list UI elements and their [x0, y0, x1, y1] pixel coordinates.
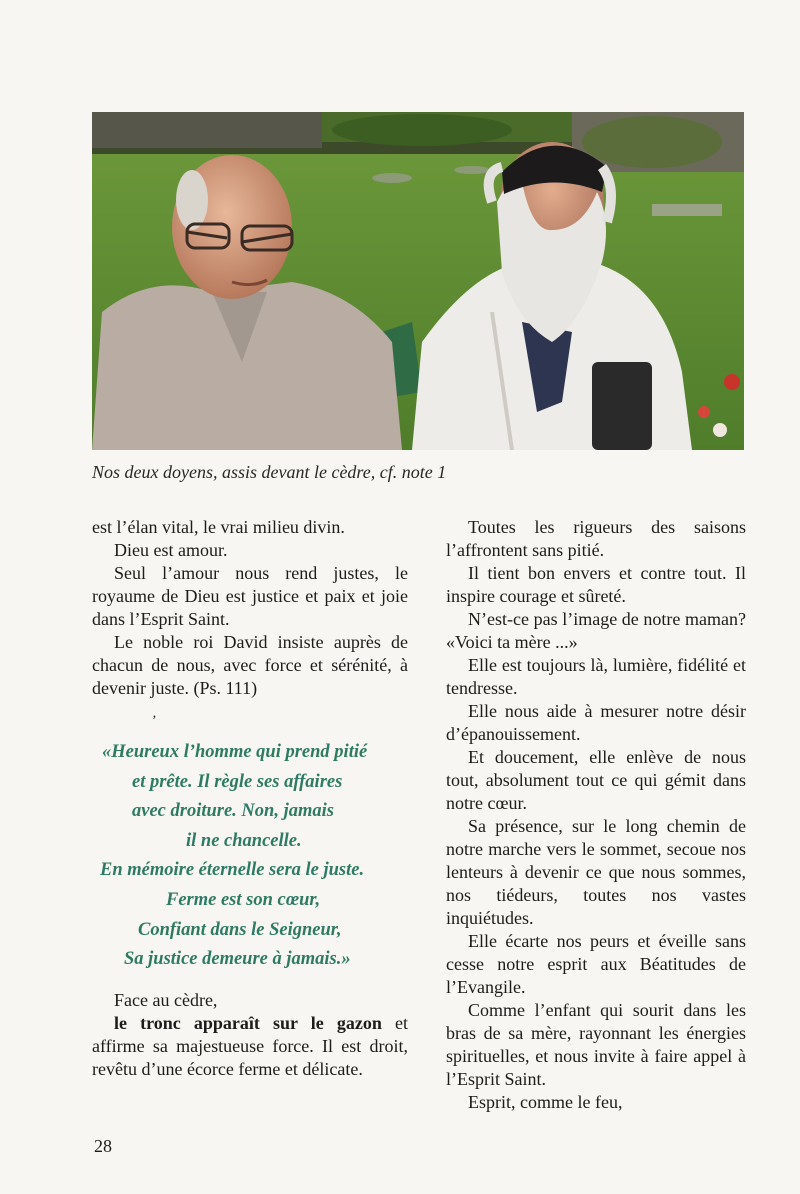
paragraph: Comme l’enfant qui sourit dans les bras de sa mère, rayonnant les énergies spirituelles, et nous invite à faire appel à l’Esprit Saint. — [446, 1000, 746, 1089]
page-number: 28 — [94, 1136, 112, 1156]
stray-mark: ‚ — [152, 706, 157, 721]
photo — [92, 112, 744, 450]
photo-two-elderly-men-garden — [92, 112, 744, 450]
left-column — [92, 516, 408, 1081]
verse-line: «Heureux l’homme qui prend pitié — [102, 742, 368, 762]
verse-line: avec droiture. Non, jamais — [132, 801, 334, 822]
verse-line: Confiant dans le Seigneur, — [138, 919, 342, 940]
verse-line: Sa justice demeure à jamais.» — [124, 949, 351, 970]
psalm-quote — [92, 738, 408, 975]
photo-caption: Nos deux doyens, assis devant le cèdre, cf. note 1 — [92, 462, 447, 482]
verse-line: En mémoire éternelle sera le juste. — [100, 860, 365, 881]
paragraph: N’est-ce pas l’image de notre maman? «Voici ta mère ...» — [446, 609, 746, 652]
paragraph: Sa présence, sur le long chemin de notre marche vers le sommet, secoue nos lenteurs à devenir ce que nous sommes, nos tiédeurs, toutes nos vastes inquiétudes. — [446, 816, 746, 928]
paragraph: Elle est toujours là, lumière, fidélité et tendresse. — [446, 655, 746, 698]
verse-line: et prête. Il règle ses affaires — [132, 771, 343, 792]
paragraph: Et doucement, elle enlève de nous tout, absolument tout ce qui gémit dans notre cœur. — [446, 747, 746, 813]
paragraph-text: et affirme sa majestueuse force. Il est droit, revêtu d’une écorce ferme et délicate. — [92, 1012, 408, 1079]
paragraph: Esprit, comme le feu, — [468, 1092, 623, 1112]
bold-phrase: le tronc apparaît sur le gazon — [114, 1012, 382, 1033]
verse-line: il ne chancelle. — [186, 830, 302, 851]
paragraph: Le noble roi David insiste auprès de chacun de nous, avec force et sérénité, à devenir juste. (Ps. 111) — [92, 632, 408, 698]
paragraph — [92, 1012, 408, 1081]
paragraph: Elle nous aide à mesurer notre désir d’épanouissement. — [446, 701, 746, 744]
paragraph: Il tient bon envers et contre tout. Il inspire courage et sûreté. — [446, 563, 746, 606]
paragraph: Dieu est amour. — [114, 540, 228, 560]
paragraph: est l’élan vital, le vrai milieu divin. — [92, 517, 345, 537]
paragraph: Face au cèdre, — [114, 989, 218, 1010]
paragraph: Seul l’amour nous rend justes, le royaume de Dieu est justice et paix et joie dans l’Esprit Saint. — [92, 563, 408, 629]
verse-line: Ferme est son cœur, — [166, 889, 321, 910]
paragraph: Toutes les rigueurs des saisons l’affrontent sans pitié. — [446, 517, 746, 560]
paragraph: Elle écarte nos peurs et éveille sans cesse notre esprit aux Béatitudes de l’Evangile. — [446, 931, 746, 997]
right-column — [446, 516, 746, 1114]
